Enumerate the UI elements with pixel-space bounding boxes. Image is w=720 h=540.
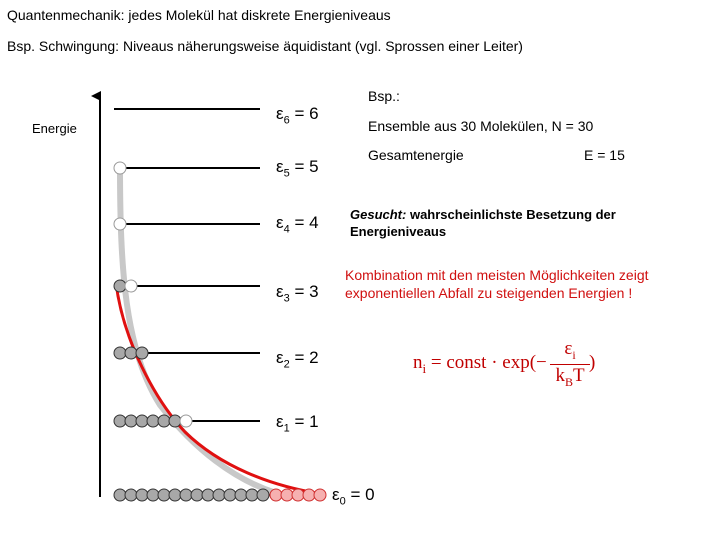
level-label-0: $\varepsilon_0 = 0$ [332, 485, 375, 508]
total-energy-value: E = 15 [584, 147, 625, 163]
level-label-2: $\varepsilon_2 = 2$ [276, 348, 319, 371]
header-line-2: Bsp. Schwingung: Niveaus näherungsweise äquidistant (vgl. Sprossen einer Leiter) [7, 38, 523, 54]
occupancy-level-4 [114, 218, 126, 230]
level-label-1: $\varepsilon_1 = 1$ [276, 412, 319, 435]
example-label: Bsp.: [368, 88, 400, 104]
occupancy-level-0 [114, 489, 326, 501]
level-label-6: $\varepsilon_6 = 6$ [276, 104, 319, 127]
header-line-1: Quantenmechanik: jedes Molekül hat diskrete Energieniveaus [7, 7, 391, 23]
total-energy-label: Gesamtenergie [368, 147, 464, 163]
occupancy-level-5 [114, 162, 126, 174]
combination-text: Kombination mit den meisten Möglichkeiten zeigt exponentiellen Abfall zu steigenden Energien ! [345, 267, 649, 301]
level-label-4: $\varepsilon_4 = 4$ [276, 213, 319, 236]
energy-axis-label: Energie [32, 121, 77, 136]
level-label-5: $\varepsilon_5 = 5$ [276, 157, 319, 180]
occupancy-level-2 [114, 347, 148, 359]
level-label-3: $\varepsilon_3 = 3$ [276, 282, 319, 305]
sought-text: Gesucht: wahrscheinlichste Besetzung der Energieniveaus [350, 207, 616, 239]
ensemble-text: Ensemble aus 30 Molekülen, N = 30 [368, 118, 594, 134]
